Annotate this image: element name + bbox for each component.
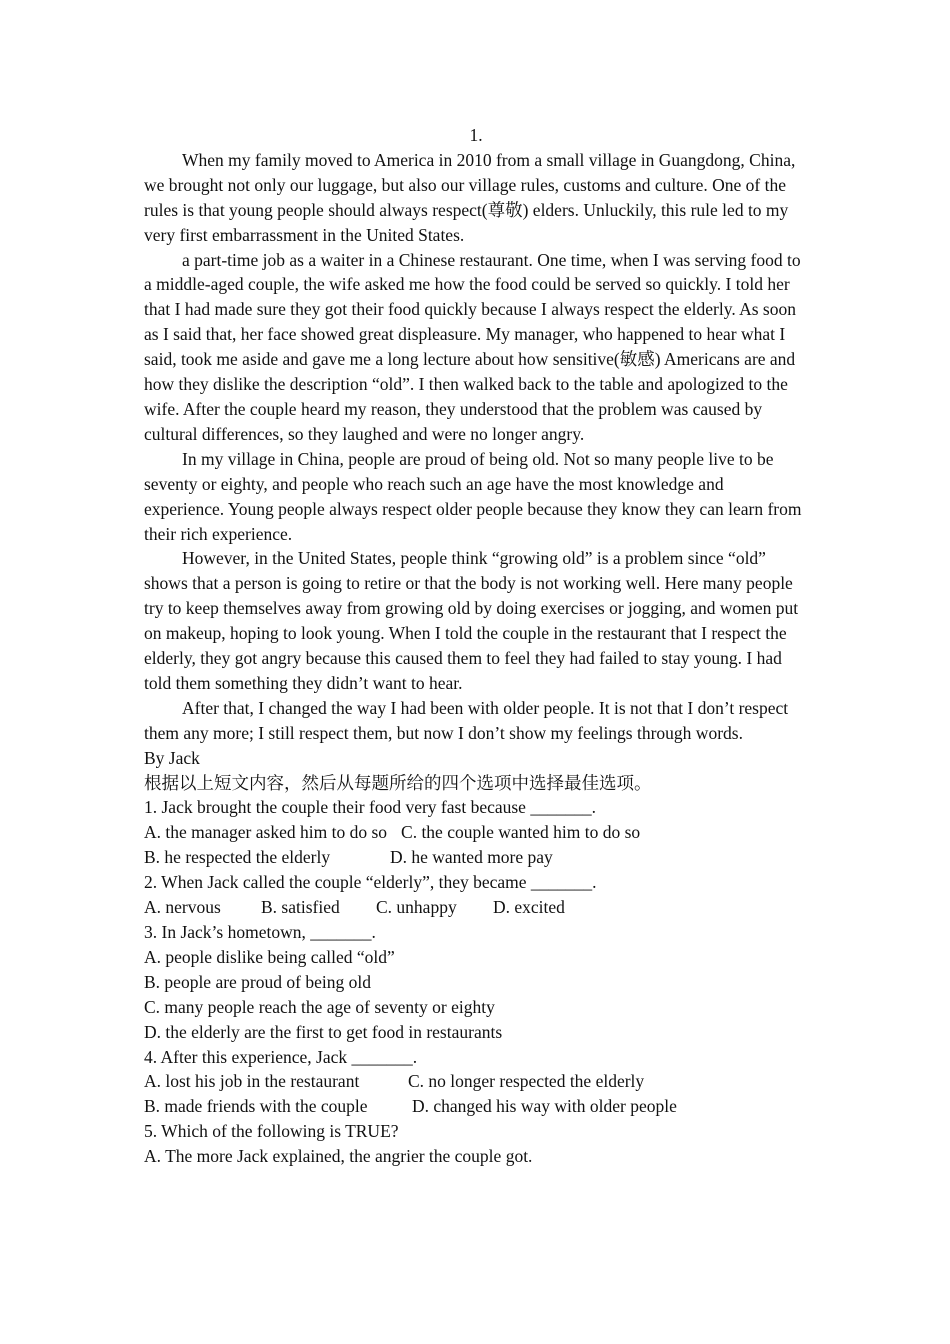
question-4-option-b: B. made friends with the couple: [144, 1096, 368, 1117]
question-4-options-row-2: [144, 1094, 808, 1119]
instruction-line: 根据以上短文内容，然后从每题所给的四个选项中选择最佳选项。: [144, 772, 652, 793]
question-1-option-b: B. he respected the elderly: [144, 847, 331, 868]
question-1-options-row-1: [144, 820, 808, 845]
paragraph-4: However, in the United States, people think “growing old” is a problem since “old” shows that a person is going to retire or that the body is not working well. Here many people try to keep themselves away from growing old by doing exercises or jogging, and women put on makeup, hoping to look young. When I told the couple in the restaurant that I respect the elderly, they got angry because this caused them to feel they had failed to stay young. I had told them something they didn’t want to hear.: [144, 548, 799, 693]
question-number-heading: 1.: [469, 125, 483, 145]
question-3-option-d: D. the elderly are the first to get food in restaurants: [144, 1021, 503, 1042]
question-2-option-d: D. excited: [493, 897, 565, 918]
question-3-option-a: A. people dislike being called “old”: [144, 946, 395, 967]
question-1-option-a: A. the manager asked him to do so: [144, 822, 388, 843]
paragraph-3: In my village in China, people are proud of being old. Not so many people live to be seventy or eighty, and people who reach such an age have the most knowledge and experience. Young people always respect older people because they know they can learn from their rich experience.: [144, 448, 802, 544]
question-2-option-c: C. unhappy: [376, 897, 457, 918]
paragraph-2: a part-time job as a waiter in a Chinese restaurant. One time, when I was serving food to a middle-aged couple, the wife asked me how the food could be served so quickly. I told her that I had made sure they got their food quickly because I always respect the elderly. As soon as I said that, her face showed great displeasure. My manager, who happened to hear what I said, took me aside and gave me a long lecture about how sensitive(敏感) Americans are and how they dislike the description “old”. I then walked back to the table and apologized to the wife. After the couple heard my reason, they understood that the problem was caused by cultural differences, so they laughed and were no longer angry.: [144, 249, 801, 444]
paragraph-5: After that, I changed the way I had been with older people. It is not that I don’t respect them any more; I still respect them, but now I don’t show my feelings through words.: [144, 697, 789, 743]
question-3-stem: 3. In Jack’s hometown, _______.: [144, 922, 376, 942]
question-2-option-a: A. nervous: [144, 897, 221, 918]
question-4-option-c: C. no longer respected the elderly: [408, 1071, 645, 1092]
question-5-option-a: A. The more Jack explained, the angrier the couple got.: [144, 1146, 533, 1167]
question-4-option-a: A. lost his job in the restaurant: [144, 1071, 360, 1092]
question-2-options-row: [144, 895, 808, 920]
question-1-options-row-2: [144, 845, 808, 870]
question-1-stem: 1. Jack brought the couple their food very fast because _______.: [144, 797, 596, 818]
paragraph-1: When my family moved to America in 2010 from a small village in Guangdong, China, we brought not only our luggage, but also our village rules, customs and culture. One of the rules is that young people should always respect(尊敬) elders. Unluckily, this rule led to my very first embarrassment in the United States.: [144, 149, 796, 245]
author-line: By Jack: [144, 747, 200, 768]
question-3-option-b: B. people are proud of being old: [144, 971, 371, 992]
question-4-stem: 4. After this experience, Jack _______.: [144, 1046, 418, 1067]
question-5-stem: 5. Which of the following is TRUE?: [144, 1121, 399, 1142]
document-page: [144, 123, 808, 1169]
question-1-option-c: C. the couple wanted him to do so: [401, 822, 641, 843]
question-2-stem: 2. When Jack called the couple “elderly”, they became _______.: [144, 872, 597, 893]
question-1-option-d: D. he wanted more pay: [390, 847, 553, 868]
question-4-option-d: D. changed his way with older people: [412, 1096, 677, 1117]
question-3-option-c: C. many people reach the age of seventy or eighty: [144, 996, 495, 1017]
question-4-options-row-1: [144, 1069, 808, 1094]
question-2-option-b: B. satisfied: [261, 897, 340, 918]
